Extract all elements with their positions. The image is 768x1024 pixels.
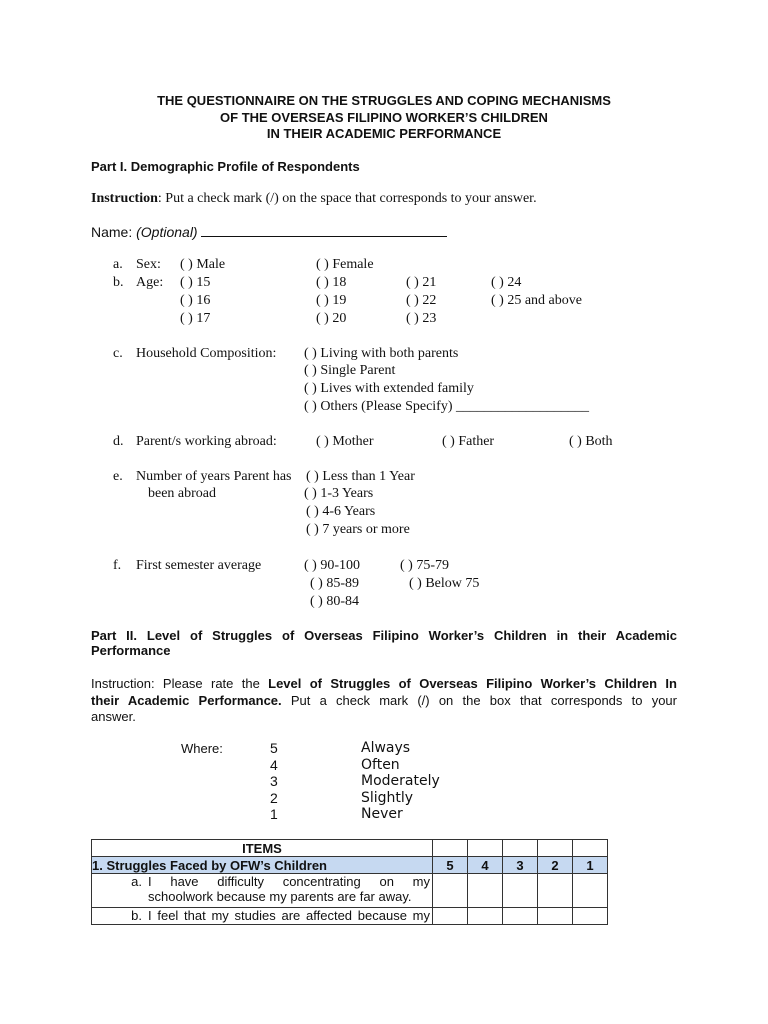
name-blank[interactable] bbox=[201, 224, 447, 237]
item-a-line-1: I have difficulty concentrating on my bbox=[148, 874, 430, 889]
title-line-2: OF THE OVERSEAS FILIPINO WORKER’S CHILDREN bbox=[220, 110, 548, 125]
average-option-below-75[interactable]: ( ) Below 75 bbox=[409, 576, 480, 591]
rating-4-header: 4 bbox=[468, 857, 503, 874]
part2-instr-d: Put a check mark (/) on the box that corresponds to your bbox=[281, 693, 677, 708]
household-option-extended[interactable]: ( ) Lives with extended family bbox=[304, 381, 474, 396]
scale-num-3: 3 bbox=[270, 773, 278, 789]
age-label: Age: bbox=[136, 275, 164, 290]
item-b-label: b. bbox=[131, 908, 142, 923]
part2-heading-line-2: Performance bbox=[91, 643, 171, 658]
item-a-line-2: schoolwork because my parents are far away. bbox=[148, 889, 412, 904]
years-label-line-1: Number of years Parent has bbox=[136, 469, 292, 484]
scale-num-1: 1 bbox=[270, 806, 278, 822]
rating-cell-2[interactable] bbox=[538, 908, 573, 925]
name-optional: (Optional) bbox=[136, 224, 198, 240]
table-row bbox=[92, 874, 608, 908]
rating-3-header: 3 bbox=[503, 857, 538, 874]
household-option-both[interactable]: ( ) Living with both parents bbox=[304, 346, 459, 361]
years-option-4-6[interactable]: ( ) 4-6 Years bbox=[306, 504, 376, 519]
household-option-single[interactable]: ( ) Single Parent bbox=[304, 363, 396, 378]
sex-option-female[interactable]: ( ) Female bbox=[316, 257, 374, 272]
rating-cell-2[interactable] bbox=[538, 874, 573, 908]
scale-num-2: 2 bbox=[270, 790, 278, 806]
years-letter: e. bbox=[113, 469, 123, 484]
age-option-17[interactable]: ( ) 17 bbox=[180, 311, 211, 326]
item-b bbox=[92, 908, 433, 925]
household-option-others[interactable]: ( ) Others (Please Specify) ___________________ bbox=[304, 399, 590, 414]
item-a-label: a. bbox=[131, 874, 142, 889]
where-label: Where: bbox=[181, 741, 223, 756]
name-label: Name: bbox=[91, 224, 137, 240]
household-label: Household Composition: bbox=[136, 346, 277, 361]
rating-cell-4[interactable] bbox=[468, 908, 503, 925]
age-option-16[interactable]: ( ) 16 bbox=[180, 293, 211, 308]
table-header-row bbox=[92, 840, 608, 857]
category-label: 1. Struggles Faced by OFW’s Children bbox=[92, 857, 433, 874]
scale-label-often: Often bbox=[361, 757, 400, 773]
name-field[interactable] bbox=[91, 224, 447, 240]
average-option-75-79[interactable]: ( ) 75-79 bbox=[400, 558, 449, 573]
age-option-20[interactable]: ( ) 20 bbox=[316, 311, 347, 326]
scale-label-never: Never bbox=[361, 806, 403, 822]
part1-heading: Part I. Demographic Profile of Respondents bbox=[91, 159, 360, 174]
average-label: First semester average bbox=[136, 558, 262, 573]
years-option-7-more[interactable]: ( ) 7 years or more bbox=[306, 522, 410, 537]
header-blank-cell bbox=[468, 840, 503, 857]
part2-heading-line-1: Part II. Level of Struggles of Overseas Filipino Worker’s Children in their Academic bbox=[91, 628, 677, 643]
age-option-15[interactable]: ( ) 15 bbox=[180, 275, 211, 290]
instruction-label: Instruction bbox=[91, 191, 158, 206]
part2-instruction-line-1 bbox=[91, 675, 677, 692]
items-table bbox=[91, 839, 608, 925]
age-option-19[interactable]: ( ) 19 bbox=[316, 293, 347, 308]
part2-instr-c: their Academic Performance. bbox=[91, 693, 282, 708]
instruction-text: : Put a check mark (/) on the space that corresponds to your answer. bbox=[157, 191, 537, 206]
average-option-80-84[interactable]: ( ) 80-84 bbox=[310, 594, 359, 609]
rating-cell-1[interactable] bbox=[573, 874, 608, 908]
scale-label-slightly: Slightly bbox=[361, 790, 414, 806]
scale-num-4: 4 bbox=[270, 757, 278, 773]
years-option-1-3[interactable]: ( ) 1-3 Years bbox=[304, 486, 374, 501]
item-b-line-1: I feel that my studies are affected because my bbox=[148, 908, 430, 923]
rating-2-header: 2 bbox=[538, 857, 573, 874]
average-option-90-100[interactable]: ( ) 90-100 bbox=[304, 558, 360, 573]
sex-label: Sex: bbox=[136, 257, 161, 272]
sex-letter: a. bbox=[113, 257, 123, 272]
years-option-less-1[interactable]: ( ) Less than 1 Year bbox=[306, 469, 415, 484]
age-option-22[interactable]: ( ) 22 bbox=[406, 293, 437, 308]
parent-option-father[interactable]: ( ) Father bbox=[442, 434, 495, 449]
part2-instr-b: Level of Struggles of Overseas Filipino Worker’s Children In bbox=[268, 676, 677, 691]
parent-abroad-label: Parent/s working abroad: bbox=[136, 434, 277, 449]
years-label-line-2: been abroad bbox=[148, 486, 217, 501]
age-option-23[interactable]: ( ) 23 bbox=[406, 311, 437, 326]
header-blank-cell bbox=[433, 840, 468, 857]
household-letter: c. bbox=[113, 346, 123, 361]
parent-abroad-letter: d. bbox=[113, 434, 124, 449]
part2-instr-a: Instruction: Please rate the bbox=[91, 676, 269, 691]
items-header: ITEMS bbox=[92, 840, 433, 857]
title-line-3: IN THEIR ACADEMIC PERFORMANCE bbox=[266, 126, 502, 141]
rating-cell-3[interactable] bbox=[503, 874, 538, 908]
table-row bbox=[92, 908, 608, 925]
age-option-18[interactable]: ( ) 18 bbox=[316, 275, 347, 290]
age-option-21[interactable]: ( ) 21 bbox=[406, 275, 437, 290]
part2-instruction-line-2 bbox=[91, 692, 677, 709]
rating-cell-3[interactable] bbox=[503, 908, 538, 925]
sex-option-male[interactable]: ( ) Male bbox=[180, 257, 226, 272]
item-a bbox=[92, 874, 433, 908]
age-letter: b. bbox=[113, 275, 124, 290]
age-option-24[interactable]: ( ) 24 bbox=[491, 275, 522, 290]
average-letter: f. bbox=[113, 558, 122, 573]
rating-cell-1[interactable] bbox=[573, 908, 608, 925]
average-option-85-89[interactable]: ( ) 85-89 bbox=[310, 576, 359, 591]
age-option-25-above[interactable]: ( ) 25 and above bbox=[491, 293, 582, 308]
header-blank-cell bbox=[503, 840, 538, 857]
scale-num-5: 5 bbox=[270, 740, 278, 756]
rating-cell-5[interactable] bbox=[433, 874, 468, 908]
scale-label-always: Always bbox=[361, 740, 411, 756]
scale-label-moderately: Moderately bbox=[361, 773, 440, 789]
title-line-1: THE QUESTIONNAIRE ON THE STRUGGLES AND COPING MECHANISMS bbox=[157, 93, 611, 108]
rating-1-header: 1 bbox=[573, 857, 608, 874]
parent-option-both[interactable]: ( ) Both bbox=[569, 434, 613, 449]
parent-option-mother[interactable]: ( ) Mother bbox=[316, 434, 374, 449]
part1-instruction bbox=[91, 191, 537, 207]
header-blank-cell bbox=[573, 840, 608, 857]
rating-cell-5[interactable] bbox=[433, 908, 468, 925]
rating-cell-4[interactable] bbox=[468, 874, 503, 908]
rating-5-header: 5 bbox=[433, 857, 468, 874]
header-blank-cell bbox=[538, 840, 573, 857]
category-row bbox=[92, 857, 608, 874]
part2-instruction-line-3: answer. bbox=[91, 709, 136, 724]
